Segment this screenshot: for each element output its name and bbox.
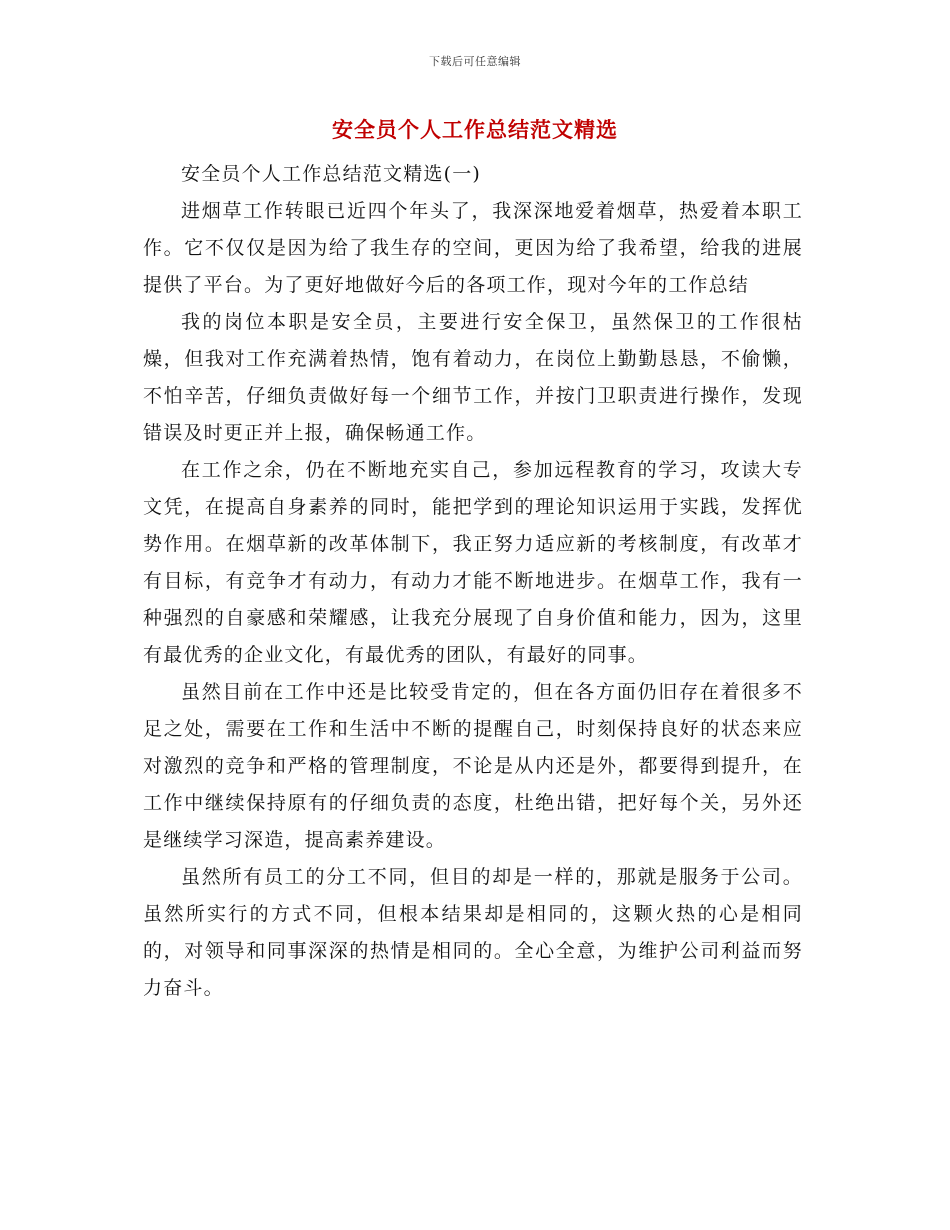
- paragraph: 虽然目前在工作中还是比较受肯定的，但在各方面仍旧存在着很多不足之处，需要在工作和生活中不断的提醒自己，时刻保持良好的状态来应对激烈的竞争和严格的管理制度，不论是从内还是外，都要得到提升，在工作中继续保持原有的仔细负责的态度，杜绝出错，把好每个关，另外还是继续学习深造，提高素养建设。: [143, 681, 803, 851]
- paragraph: 进烟草工作转眼已近四个年头了，我深深地爱着烟草，热爱着本职工作。它不仅仅是因为给了我生存的空间，更因为给了我希望，给我的进展提供了平台。为了更好地做好今后的各项工作，现对今年的工作总结: [143, 200, 803, 296]
- header-note: 下载后可任意编辑: [429, 55, 521, 68]
- document-body: [143, 156, 803, 1007]
- paragraph-subtitle: 安全员个人工作总结范文精选(一): [181, 163, 482, 185]
- paragraph: 我的岗位本职是安全员，主要进行安全保卫，虽然保卫的工作很枯燥，但我对工作充满着热情，饱有着动力，在岗位上勤勤恳恳，不偷懒，不怕辛苦，仔细负责做好每一个细节工作，并按门卫职责进行操作，发现错误及时更正并上报，确保畅通工作。: [143, 311, 803, 444]
- paragraph: 虽然所有员工的分工不同，但目的却是一样的，那就是服务于公司。虽然所实行的方式不同，但根本结果却是相同的，这颗火热的心是相同的，对领导和同事深深的热情是相同的。全心全意，为维护公司利益而努力奋斗。: [143, 866, 803, 999]
- document-title: 安全员个人工作总结范文精选: [332, 118, 618, 142]
- paragraph: 在工作之余，仍在不断地充实自己，参加远程教育的学习，攻读大专文凭，在提高自身素养的同时，能把学到的理论知识运用于实践，发挥优势作用。在烟草新的改革体制下，我正努力适应新的考核制度，有改革才有目标，有竞争才有动力，有动力才能不断地进步。在烟草工作，我有一种强烈的自豪感和荣耀感，让我充分展现了自身价值和能力，因为，这里有最优秀的企业文化，有最优秀的团队，有最好的同事。: [143, 459, 803, 666]
